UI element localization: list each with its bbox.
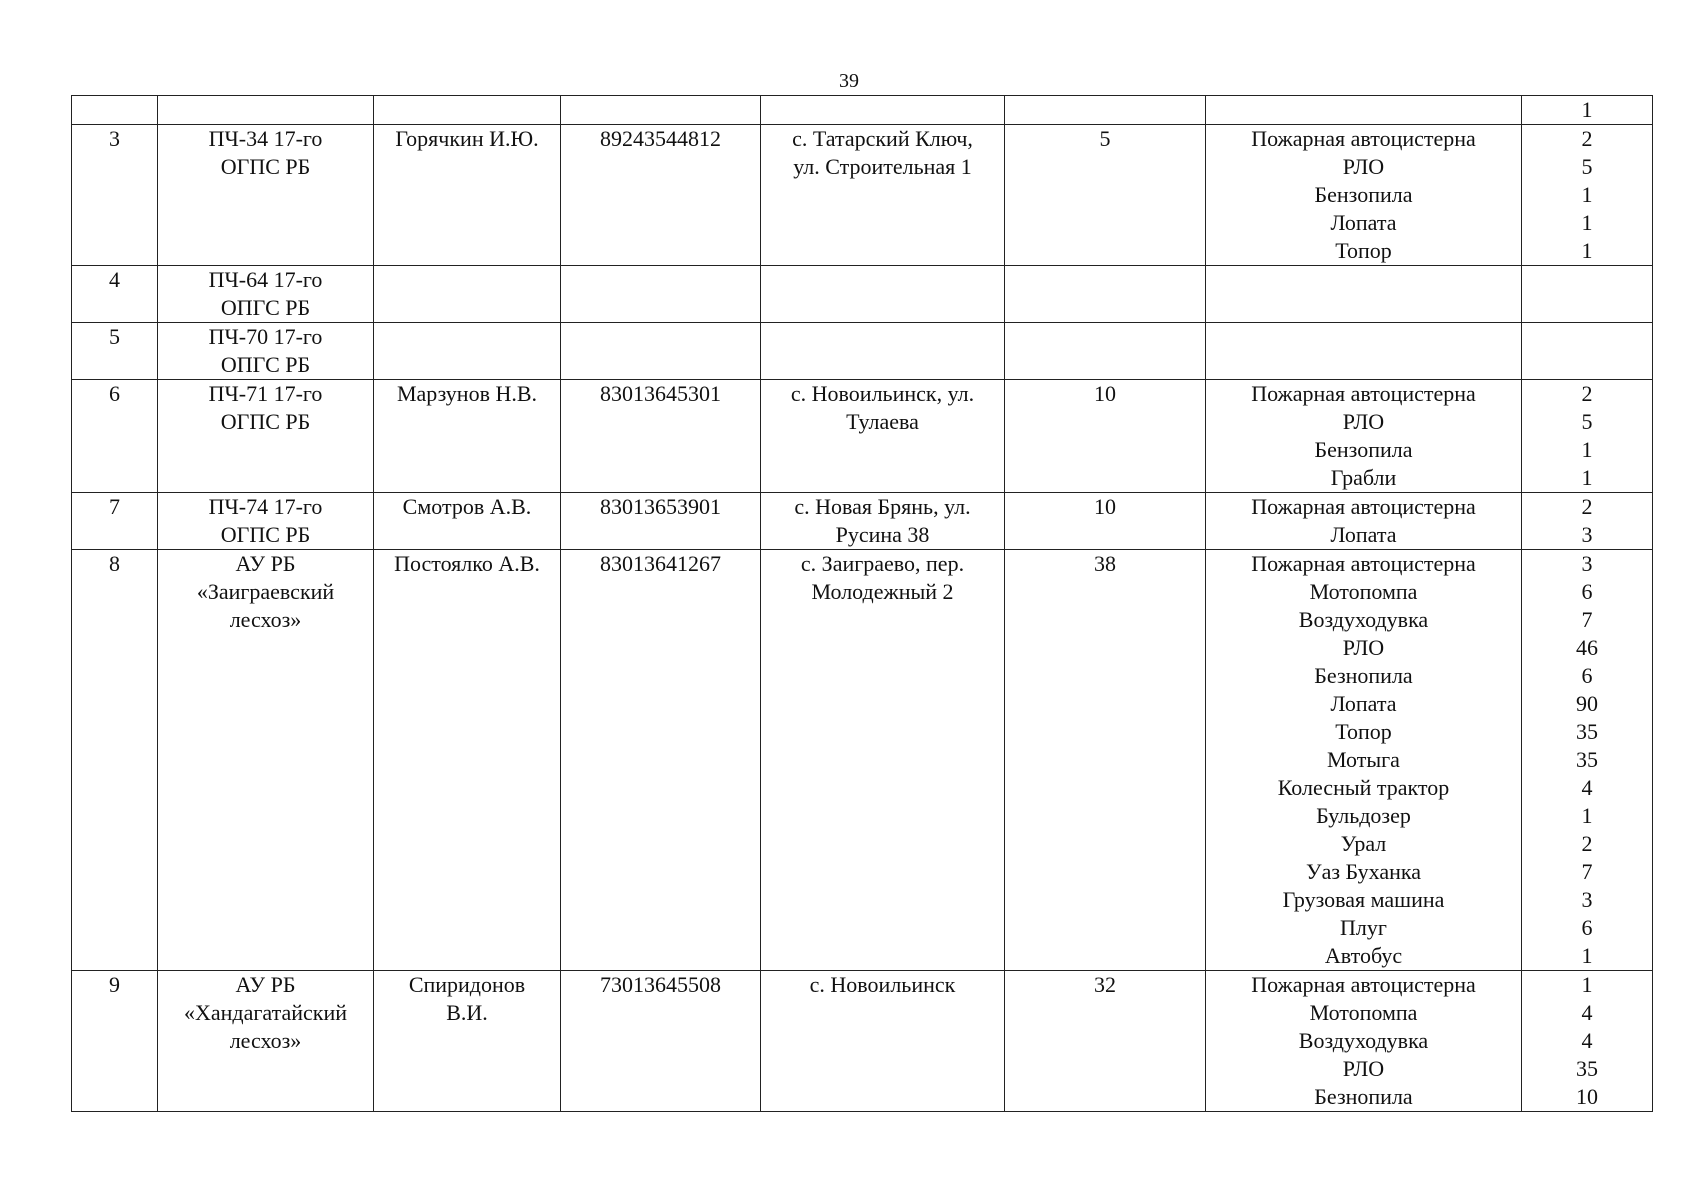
equipment-cell-line: Бензопила [1314, 437, 1413, 462]
unit-cell-line: ПЧ-71 17-го [208, 381, 323, 406]
unit-cell [158, 266, 374, 323]
quantity-cell-line: 3 [1581, 887, 1593, 912]
address-cell-line: с. Новоильинск [809, 972, 956, 997]
address-cell [761, 266, 1005, 323]
staff-count-cell [1005, 266, 1206, 323]
table-row [72, 323, 1653, 380]
quantity-cell-line: 7 [1581, 859, 1593, 884]
head-cell-line: Постоялко А.В. [394, 551, 540, 576]
equipment-cell-line: Лопата [1330, 522, 1397, 547]
quantity-cell [1522, 266, 1653, 323]
equipment-cell-line: РЛО [1342, 409, 1385, 434]
phone-cell: 89243544812 [561, 125, 761, 266]
quantity-cell-line: 10 [1576, 1084, 1598, 1109]
phone-cell: 83013645301 [561, 380, 761, 493]
quantity-cell-line: 1 [1581, 465, 1593, 490]
table-row [72, 96, 1653, 125]
quantity-cell [1522, 971, 1653, 1112]
quantity-cell [1522, 96, 1653, 125]
table-row [72, 380, 1653, 493]
quantity-cell-line: 3 [1581, 522, 1593, 547]
equipment-cell-line: Пожарная автоцистерна [1251, 381, 1476, 406]
address-cell [761, 96, 1005, 125]
row-number-cell: 9 [72, 971, 158, 1112]
address-cell-line: Тулаева [846, 409, 919, 434]
address-cell [761, 323, 1005, 380]
equipment-cell-line: Лопата [1330, 210, 1397, 235]
quantity-cell-line: 1 [1581, 97, 1593, 122]
quantity-cell-line: 35 [1576, 1056, 1598, 1081]
equipment-cell-line: РЛО [1342, 635, 1385, 660]
head-cell-line: Смотров А.В. [402, 494, 532, 519]
equipment-cell-line: Пожарная автоцистерна [1251, 126, 1476, 151]
quantity-cell-line: 1 [1581, 972, 1593, 997]
row-number-cell: 4 [72, 266, 158, 323]
quantity-cell-line: 46 [1576, 635, 1598, 660]
equipment-cell-line: Мотопомпа [1309, 579, 1418, 604]
quantity-cell [1522, 323, 1653, 380]
equipment-cell-line: Урал [1340, 831, 1387, 856]
unit-cell-line: «Хандагатайский [183, 1000, 348, 1025]
staff-count-cell: 32 [1005, 971, 1206, 1112]
quantity-cell-line: 6 [1581, 579, 1593, 604]
quantity-cell [1522, 550, 1653, 971]
head-cell-line: В.И. [446, 1000, 488, 1025]
equipment-cell-line: Мотыга [1327, 747, 1400, 772]
row-number-cell: 7 [72, 493, 158, 550]
equipment-cell [1206, 125, 1522, 266]
unit-cell-line: «Заиграевский [196, 579, 335, 604]
row-number-cell: 6 [72, 380, 158, 493]
head-cell [374, 323, 561, 380]
quantity-cell-line: 35 [1576, 719, 1598, 744]
equipment-cell-line: Пожарная автоцистерна [1251, 494, 1476, 519]
row-number-cell: 5 [72, 323, 158, 380]
address-cell-line: с. Татарский Ключ, [792, 126, 973, 151]
equipment-cell-line: Бульдозер [1316, 803, 1411, 828]
equipment-cell-line: Бензопила [1314, 182, 1413, 207]
staff-count-cell [1005, 96, 1206, 125]
equipment-cell [1206, 971, 1522, 1112]
phone-cell: 83013653901 [561, 493, 761, 550]
staff-count-cell [1005, 323, 1206, 380]
page-number: 39 [839, 70, 859, 92]
table-row [72, 493, 1653, 550]
phone-cell [561, 96, 761, 125]
head-cell-line: Спиридонов [408, 972, 526, 997]
unit-cell [158, 550, 374, 971]
quantity-cell-line: 1 [1581, 803, 1593, 828]
quantity-cell-line: 4 [1581, 1000, 1593, 1025]
head-cell [374, 96, 561, 125]
unit-cell [158, 125, 374, 266]
equipment-cell-line: Мотопомпа [1309, 1000, 1418, 1025]
unit-cell [158, 971, 374, 1112]
staff-count-cell: 10 [1005, 493, 1206, 550]
equipment-cell-line: Уаз Буханка [1306, 859, 1421, 884]
unit-cell [158, 323, 374, 380]
head-cell [374, 266, 561, 323]
head-cell [374, 380, 561, 493]
unit-cell-line: АУ РБ [235, 972, 296, 997]
equipment-cell [1206, 323, 1522, 380]
head-cell [374, 971, 561, 1112]
unit-cell-line: ПЧ-70 17-го [208, 324, 323, 349]
quantity-cell-line: 4 [1581, 1028, 1593, 1053]
address-cell [761, 380, 1005, 493]
unit-cell-line: ПЧ-34 17-го [208, 126, 323, 151]
resources-table [71, 95, 1653, 1112]
equipment-cell-line: Грабли [1330, 465, 1397, 490]
equipment-cell [1206, 380, 1522, 493]
unit-cell [158, 96, 374, 125]
table-row [72, 266, 1653, 323]
unit-cell-line: ОПГС РБ [220, 352, 311, 377]
table-row [72, 125, 1653, 266]
unit-cell-line: ОГПС РБ [220, 522, 311, 547]
equipment-cell [1206, 96, 1522, 125]
table-row [72, 550, 1653, 971]
equipment-cell-line: Топор [1335, 719, 1392, 744]
quantity-cell-line: 4 [1581, 775, 1593, 800]
quantity-cell-line: 1 [1581, 182, 1593, 207]
quantity-cell-line: 2 [1581, 831, 1593, 856]
phone-cell [561, 323, 761, 380]
quantity-cell-line: 2 [1581, 381, 1593, 406]
head-cell-line: Горячкин И.Ю. [395, 126, 539, 151]
equipment-cell-line: Пожарная автоцистерна [1251, 551, 1476, 576]
address-cell-line: ул. Строительная 1 [793, 154, 972, 179]
quantity-cell-line: 5 [1581, 154, 1593, 179]
equipment-cell-line: Колесный трактор [1277, 775, 1450, 800]
quantity-cell-line: 6 [1581, 663, 1593, 688]
equipment-cell-line: РЛО [1342, 1056, 1385, 1081]
equipment-cell-line: Топор [1335, 238, 1392, 263]
equipment-cell [1206, 550, 1522, 971]
row-number-cell: 3 [72, 125, 158, 266]
quantity-cell-line: 1 [1581, 238, 1593, 263]
address-cell-line: с. Новоильинск, ул. [790, 381, 975, 406]
unit-cell-line: ПЧ-64 17-го [208, 267, 323, 292]
head-cell [374, 125, 561, 266]
equipment-cell-line: Воздуходувка [1298, 1028, 1429, 1053]
unit-cell [158, 380, 374, 493]
quantity-cell-line: 6 [1581, 915, 1593, 940]
unit-cell-line: лесхоз» [229, 1028, 302, 1053]
equipment-cell [1206, 266, 1522, 323]
unit-cell-line: АУ РБ [235, 551, 296, 576]
address-cell-line: Молодежный 2 [811, 579, 954, 604]
staff-count-cell: 38 [1005, 550, 1206, 971]
quantity-cell-line: 2 [1581, 494, 1593, 519]
quantity-cell-line: 1 [1581, 943, 1593, 968]
quantity-cell-line: 5 [1581, 409, 1593, 434]
staff-count-cell: 10 [1005, 380, 1206, 493]
phone-cell: 83013641267 [561, 550, 761, 971]
address-cell-line: Русина 38 [835, 522, 930, 547]
equipment-cell-line: Автобус [1324, 943, 1403, 968]
address-cell [761, 125, 1005, 266]
equipment-cell [1206, 493, 1522, 550]
quantity-cell [1522, 493, 1653, 550]
unit-cell [158, 493, 374, 550]
head-cell-line: Марзунов Н.В. [396, 381, 538, 406]
equipment-cell-line: Грузовая машина [1282, 887, 1445, 912]
unit-cell-line: ОГПС РБ [220, 409, 311, 434]
phone-cell [561, 266, 761, 323]
equipment-cell-line: РЛО [1342, 154, 1385, 179]
equipment-cell-line: Лопата [1330, 691, 1397, 716]
row-number-cell: 8 [72, 550, 158, 971]
quantity-cell-line: 90 [1576, 691, 1598, 716]
quantity-cell-line: 1 [1581, 210, 1593, 235]
unit-cell-line: ПЧ-74 17-го [208, 494, 323, 519]
quantity-cell [1522, 380, 1653, 493]
address-cell [761, 493, 1005, 550]
unit-cell-line: ОПГС РБ [220, 295, 311, 320]
equipment-cell-line: Безнопила [1314, 1084, 1413, 1109]
table-row [72, 971, 1653, 1112]
equipment-cell-line: Воздуходувка [1298, 607, 1429, 632]
quantity-cell-line: 2 [1581, 126, 1593, 151]
address-cell-line: с. Заиграево, пер. [800, 551, 965, 576]
staff-count-cell: 5 [1005, 125, 1206, 266]
equipment-cell-line: Плуг [1340, 915, 1387, 940]
unit-cell-line: ОГПС РБ [220, 154, 311, 179]
head-cell [374, 550, 561, 971]
quantity-cell [1522, 125, 1653, 266]
address-cell-line: с. Новая Брянь, ул. [794, 494, 971, 519]
quantity-cell-line: 1 [1581, 437, 1593, 462]
quantity-cell-line: 3 [1581, 551, 1593, 576]
quantity-cell-line: 35 [1576, 747, 1598, 772]
equipment-cell-line: Пожарная автоцистерна [1251, 972, 1476, 997]
table-body [72, 96, 1653, 1112]
address-cell [761, 550, 1005, 971]
phone-cell: 73013645508 [561, 971, 761, 1112]
equipment-cell-line: Безнопила [1314, 663, 1413, 688]
address-cell [761, 971, 1005, 1112]
row-number-cell [72, 96, 158, 125]
quantity-cell-line: 7 [1581, 607, 1593, 632]
head-cell [374, 493, 561, 550]
unit-cell-line: лесхоз» [229, 607, 302, 632]
